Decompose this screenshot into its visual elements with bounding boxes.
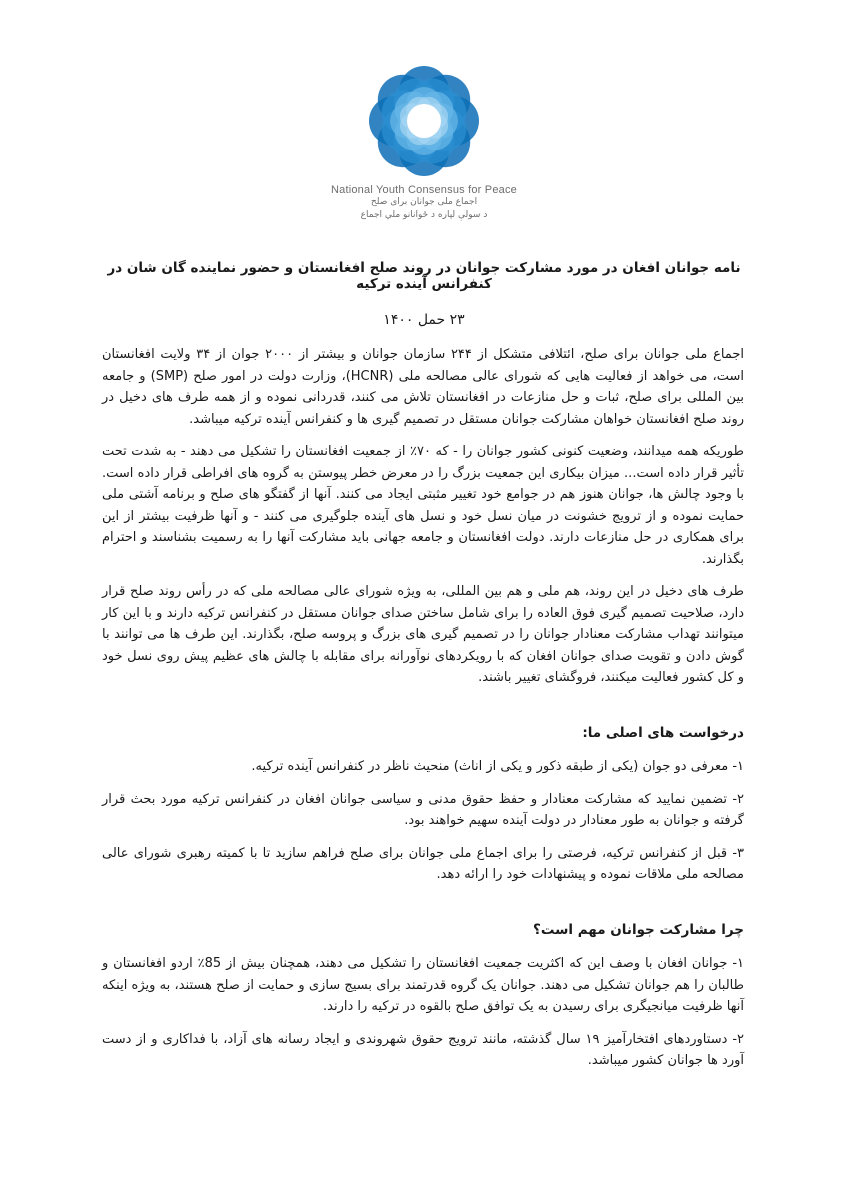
intro-paragraph: اجماع ملی جوانان برای صلح، ائتلافی متشکل از ۲۴۴ سازمان جوانان و بیشتر از ۲۰۰۰ جوان از ۳۴ ولایت افغانستان است، می خواهد از فعالیت هایی که شورای عالی مصالحه ملی (HCNR)، وزارت دولت در امور صلح (SMP) و جامعه بین المللی برای صلح، ثبات و حل منازعات در افغانستان تلاش می کنند، قدردانی نموده و از همه طرف های دخیل در روند صلح افغانستان خواهان مشارکت جوانان مستقل در تصمیم گیری ها و کنفرانس آینده ترکیه میباشد. xyxy=(102,347,744,427)
flower-rosette-icon xyxy=(369,66,479,176)
why-heading: چرا مشارکت جوانان مهم است؟ xyxy=(533,921,744,938)
why-item: ۲- دستاوردهای افتخارآمیز ۱۹ سال گذشته، مانند ترویج حقوق شهروندی و ایجاد رسانه های آزاد، با فداکاری و از دست آورد ها جوانان کشور میباشد. xyxy=(102,1031,744,1068)
letter-title: نامه جوانان افغان در مورد مشارکت جوانان در روند صلح افغانستان و حضور نماینده گان شان در کنفرانس آینده ترکیه xyxy=(107,260,741,292)
letter-body xyxy=(102,344,744,1083)
logo-center-circle xyxy=(407,104,441,138)
organization-logo-block xyxy=(0,66,848,222)
organization-name-pashto: د سولې لپاره د ځوانانو ملي اجماع xyxy=(360,210,488,220)
stakeholders-paragraph: طرف های دخیل در این روند، هم ملی و هم بین المللی، به ویژه شورای عالی مصالحه ملی که در رأس روند صلح قرار دارد، صلاحیت تصمیم گیری فوق العاده را برای شامل ساختن صدای جوانان مستقل در کنفرانس ترکیه دارند و با این کار میتوانند تهداب مشارکت معنادار جوانان را در تصمیم گیری های بزرگ و پروسه صلح، بگذارند. این طرف ها می توانند با گوش دادن و تقویت صدای جوانان افغان که با رویکردهای نوآورانه برای مقابله با چالش های عظیم پیش روی نسل خود و کل کشور فعالیت میکنند، فروگشای تغییر باشند. xyxy=(102,584,744,685)
letter-date: ۲۳ حمل ۱۴۰۰ xyxy=(383,312,465,328)
demand-item: ۳- قبل از کنفرانس ترکیه، فرصتی را برای اجماع ملی جوانان برای صلح فراهم سازید تا با کمیته رهبری شورای عالی مصالحه ملی ملاقات نموده و پیشنهادات خود را ارائه دهد. xyxy=(102,845,744,882)
context-paragraph: طوریکه همه میدانند، وضعیت کنونی کشور جوانان را - که ۷۰٪ از جمعیت افغانستان را تشکیل می دهند - به شدت تحت تأثیر قرار داده است... میزان بیکاری این جمعیت بزرگ را در معرض خطر پیوستن به گروه های افراطی قرار داده است. با وجود چالش ها، جوانان هنوز هم در جوامع خود تغییر مثبتی ایجاد می کنند. آنها از گفتگو های صلح و برنامه آشتی ملی حمایت نموده و از ترویج خشونت در میان نسل خود و نسل های آینده جلوگیری می کنند - و آنها ظرفیت بیشتر از این برای همکاری در حل منازعات دارند. دولت افغانستان و جامعه جهانی باید مشارکت آنها را به رسمیت بشناسند و احترام بگذارند. xyxy=(102,444,744,567)
demand-item: ۱- معرفی دو جوان (یکی از طبقه ذکور و یکی از اناث) منحیث ناظر در کنفرانس آینده ترکیه. xyxy=(251,759,744,774)
why-item: ۱- جوانان افغان با وصف این که اکثریت جمعیت افغانستان را تشکیل می دهند، همچنان بیش از 85٪ اردو افغانستان و طالبان را هم جوانان تشکیل می دهند. جوانان یک گروه قدرتمند برای بسیج سازی و حمایت از صلح هستند، به ویژه اینکه آنها ظرفیت میانجیگری برای رسیدن به یک توافق صلح بالقوه در ترکیه را دارند. xyxy=(102,956,744,1014)
demand-item: ۲- تضمین نمایید که مشارکت معنادار و حفظ حقوق مدنی و سیاسی جوانان افغان در کنفرانس ترکیه مورد بحث قرار گرفته و جوانان به طور معنادار در دولت آینده سهیم خواهند بود. xyxy=(102,791,744,828)
demands-heading: درخواست های اصلی ما: xyxy=(582,724,744,741)
organization-name-english: National Youth Consensus for Peace xyxy=(331,184,517,196)
organization-name-dari: اجماع ملی جوانان برای صلح xyxy=(370,197,478,207)
